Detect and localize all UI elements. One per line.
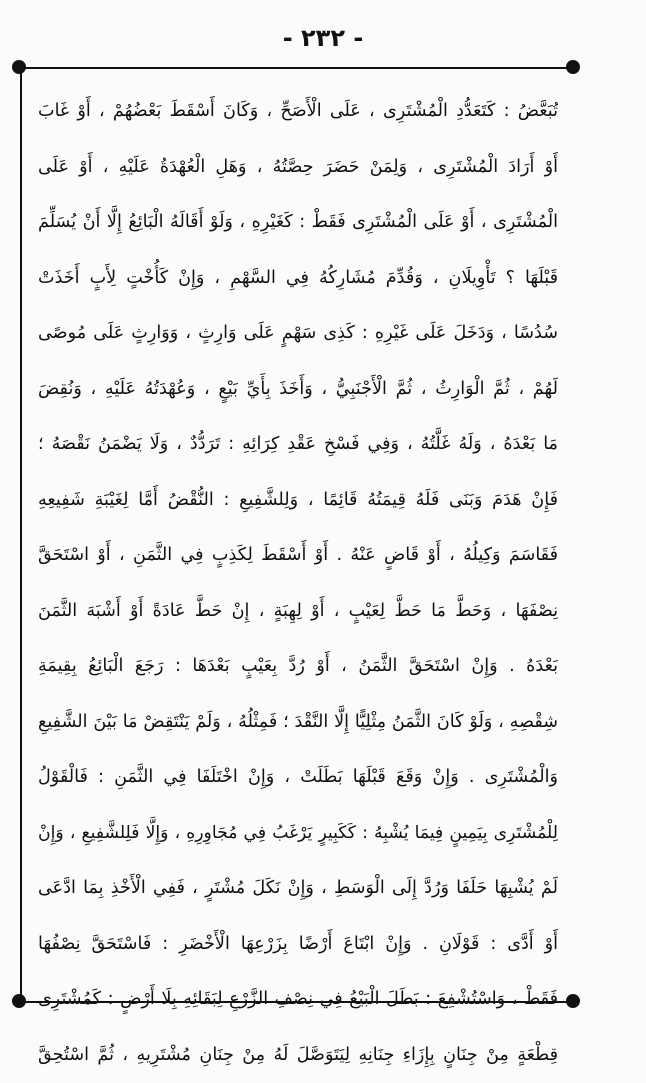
corner-dot-ornament <box>12 60 26 74</box>
text-line: فَقَاسَمَ وَكِيلُهُ ، أَوْ قَاضٍ عَنْهُ . أَوْ أَسْقَطَ لِكَذِبٍ فِي الثَّمَنِ ، أَوْ اسْتَحَقَّ <box>38 528 558 584</box>
text-line: لَهُمْ ، ثُمَّ الْوَارِثُ ، ثُمَّ الْأَجْنَبِيُّ ، وَأَخَذَ بِأَيِّ بَيْعٍ ، وَعُهْدَتُهُ عَلَيْهِ ، وَنُقِضَ <box>38 362 558 418</box>
text-line: بَعْدَهُ . وَإِنْ اسْتَحَقَّ الثَّمَنُ ، أَوْ رُدَّ بِعَيْبٍ بَعْدَهَا : رَجَعَ الْبَائِعُ بِقِيمَةِ <box>38 639 558 695</box>
top-border-rule <box>20 67 573 69</box>
corner-dot-ornament <box>566 994 580 1008</box>
text-line: تُبَعَّضُ : كَتَعَدُّدِ الْمُشْتَرِى ، عَلَى الْأَصَحِّ ، وَكَانَ أَسْقَطَ بَعْضُهُمْ ، أَوْ غَابَ <box>38 84 558 140</box>
body-text <box>38 84 558 1083</box>
text-line: شِقْصِهِ ، وَلَوْ كَانَ الثَّمَنُ مِثْلِيًّا إِلَّا النَّقْدَ ؛ فَمِثْلُهُ ، وَلَمْ يَنْتَقِضْ مَا بَيْنَ الشَّفِيعِ <box>38 695 558 751</box>
side-border-rule <box>20 67 22 1003</box>
text-line: مَا بَعْدَهُ ، وَلَهُ غَلَّتُهُ ، وَفِي فَسْخِ عَقْدِ كِرَائِهِ : تَرَدُّدٌ ، وَلَا يَضْمَنُ نَقْصَهُ ؛ <box>38 417 558 473</box>
text-line: نِصْفَهَا ، وَحَطَّ مَا حَطَّ لِعَيْبٍ ، أَوْ لِهِبَةٍ ، إِنْ حَطَّ عَادَةً أَوْ أَشْبَهَ الثَّمَنَ <box>38 584 558 640</box>
corner-dot-ornament <box>12 994 26 1008</box>
text-line: سُدُسًا ، وَدَخَلَ عَلَى غَيْرِهِ : كَذِى سَهْمٍ عَلَى وَارِثٍ ، وَوَارِثٍ عَلَى مُوصًى <box>38 306 558 362</box>
text-line: قِطْعَةٍ مِنْ جِنَانٍ بِإِزَاءِ جِنَانِهِ لِيَتَوَصَّلَ لَهُ مِنْ جِنَانِ مُشْتَرِيهِ ، ثُمَّ اسْتُحِقَّ <box>38 1028 558 1083</box>
page-number: - ٢٣٢ - <box>0 24 646 52</box>
corner-dot-ornament <box>566 60 580 74</box>
text-line: أَوْ أَدَّى : قَوْلَانِ . وَإِنْ ابْتَاعَ أَرْضًا بِزَرْعِهَا الْأَخْضَرِ : فَاسْتَحَقَّ نِصْفُهَا <box>38 917 558 973</box>
text-line: فَقَطْ ، وَاسْتُشْفِعَ : بَطَلَ الْبَيْعُ فِي نِصْفِ الزَّرْعِ لِبَقَائِهِ بِلَا أَرْضٍ : كَمُشْتَرِى <box>38 972 558 1028</box>
text-line: أَوْ أَرَادَ الْمُشْتَرِى ، وَلِمَنْ حَضَرَ حِصَّتُهُ ، وَهَلِ الْعُهْدَةُ عَلَيْهِ ، أَوْ عَلَى <box>38 140 558 196</box>
text-line: وَالْمُشْتَرِى . وَإِنْ وَقَعَ قَبْلَهَا بَطَلَتْ ، وَإِنْ اخْتَلَفَا فِي الثَّمَنِ : فَالْقَوْلُ <box>38 750 558 806</box>
text-line: قَبْلَهَا ؟ تَأْوِيلَانِ ، وَقُدِّمَ مُشَارِكُهُ فِي السَّهْمِ ، وَإِنْ كَأُخْتٍ لِأَبٍ أَخَذَتْ <box>38 251 558 307</box>
text-line: لَمْ يُشْبِهَا حَلَفَا وَرُدَّ إِلَى الْوَسَطِ ، وَإِنْ نَكَلَ مُشْتَرٍ ، فَفِي الْأَخْذِ بِمَا ادَّعَى <box>38 861 558 917</box>
text-line: فَإِنْ هَدَمَ وَبَنَى فَلَهُ قِيمَتُهُ قَائِمًا ، وَلِلشَّفِيعِ : النُّقْضُ أَمَّا لِغَيْبَةِ شَفِيعِهِ <box>38 473 558 529</box>
text-line: الْمُشْتَرِى ، أَوْ عَلَى الْمُشْتَرِى فَقَطْ : كَغَيْرِهِ ، وَلَوْ أَقَالَهُ الْبَائِعُ إِلَّا أَنْ يُسَلِّمَ <box>38 195 558 251</box>
text-line: لِلْمُشْتَرِى بِيَمِينٍ فِيمَا يُشْبِهُ : كَكَبِيرٍ يَرْغَبُ فِي مُجَاوِرِهِ ، وَإِلَّا فَلِلشَّفِيعِ ، وَإِنْ <box>38 806 558 862</box>
